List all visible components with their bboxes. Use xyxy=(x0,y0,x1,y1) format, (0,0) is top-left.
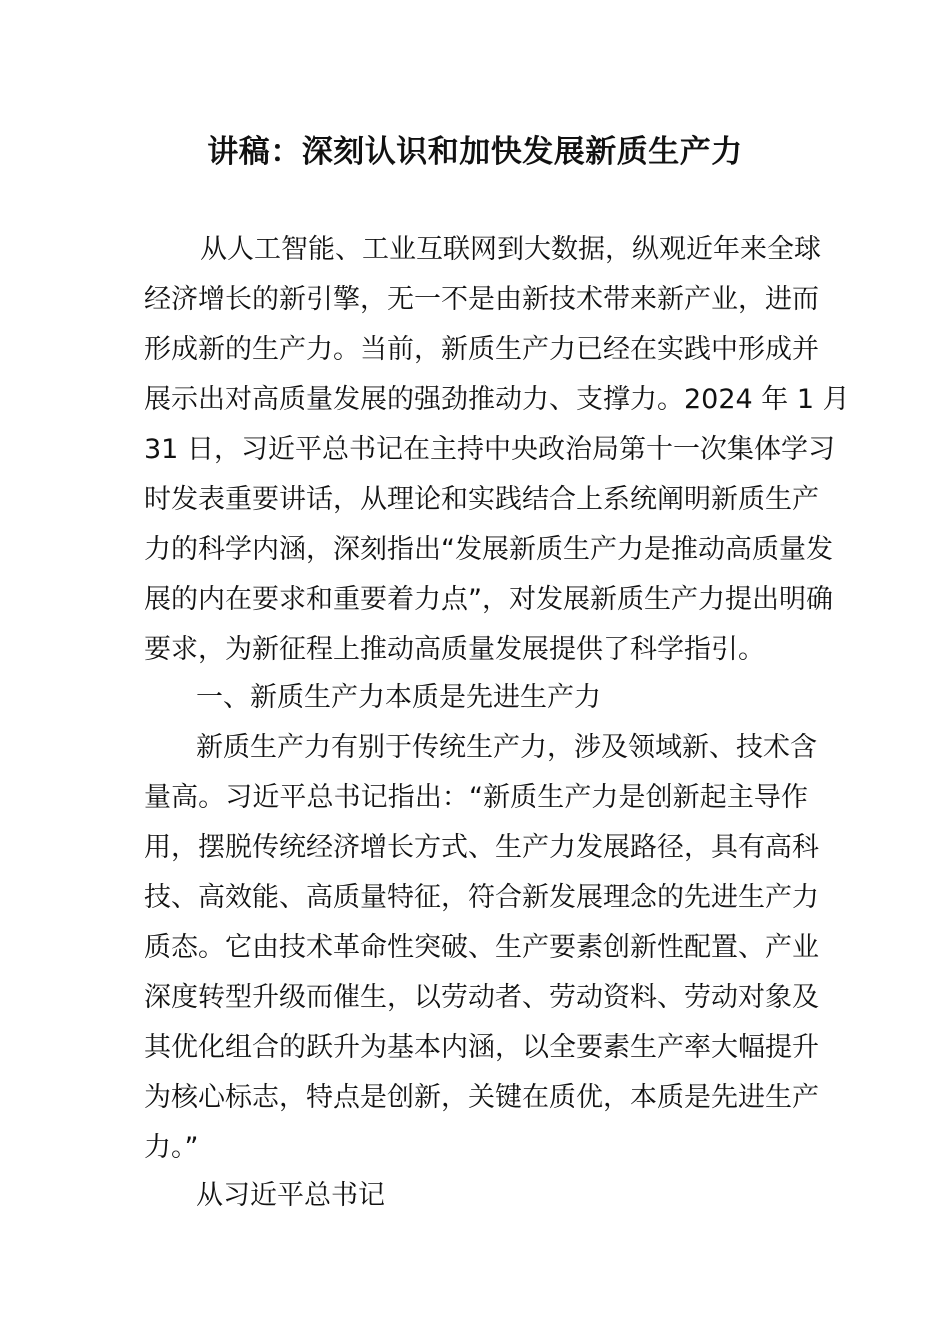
paragraph-line: 从习近平总书记 xyxy=(196,1180,385,1211)
paragraph-line: 量高。习近平总书记指出：“新质生产力是创新起主导作 xyxy=(144,782,808,813)
paragraph-line: 新质生产力有别于传统生产力，涉及领域新、技术含 xyxy=(196,732,817,763)
paragraph-line: 力的科学内涵，深刻指出“发展新质生产力是推动高质量发 xyxy=(144,534,833,565)
paragraph-line: 展的内在要求和重要着力点”，对发展新质生产力提出明确 xyxy=(144,584,833,615)
paragraph-line: 展示出对高质量发展的强劲推动力、支撑力。2024 年 1 月 xyxy=(144,384,850,415)
section-heading: 一、新质生产力本质是先进生产力 xyxy=(196,682,601,713)
paragraph-line: 形成新的生产力。当前，新质生产力已经在实践中形成并 xyxy=(144,334,819,365)
paragraph-line: 从人工智能、工业互联网到大数据，纵观近年来全球 xyxy=(200,234,821,265)
paragraph-line: 力。” xyxy=(144,1132,199,1163)
paragraph-line: 要求，为新征程上推动高质量发展提供了科学指引。 xyxy=(144,634,765,665)
paragraph-line: 31 日，习近平总书记在主持中央政治局第十一次集体学习 xyxy=(144,434,835,465)
paragraph-line: 质态。它由技术革命性突破、生产要素创新性配置、产业 xyxy=(144,932,819,963)
paragraph-line: 用，摆脱传统经济增长方式、生产力发展路径，具有高科 xyxy=(144,832,819,863)
paragraph-line: 为核心标志，特点是创新，关键在质优，本质是先进生产 xyxy=(144,1082,819,1113)
paragraph-line: 技、高效能、高质量特征，符合新发展理念的先进生产力 xyxy=(144,882,819,913)
paragraph-line: 其优化组合的跃升为基本内涵，以全要素生产率大幅提升 xyxy=(144,1032,819,1063)
document-title: 讲稿：深刻认识和加快发展新质生产力 xyxy=(207,134,743,170)
paragraph-line: 时发表重要讲话，从理论和实践结合上系统阐明新质生产 xyxy=(144,484,819,515)
paragraph-line: 经济增长的新引擎，无一不是由新技术带来新产业，进而 xyxy=(144,284,819,315)
paragraph-line: 深度转型升级而催生，以劳动者、劳动资料、劳动对象及 xyxy=(144,982,819,1013)
